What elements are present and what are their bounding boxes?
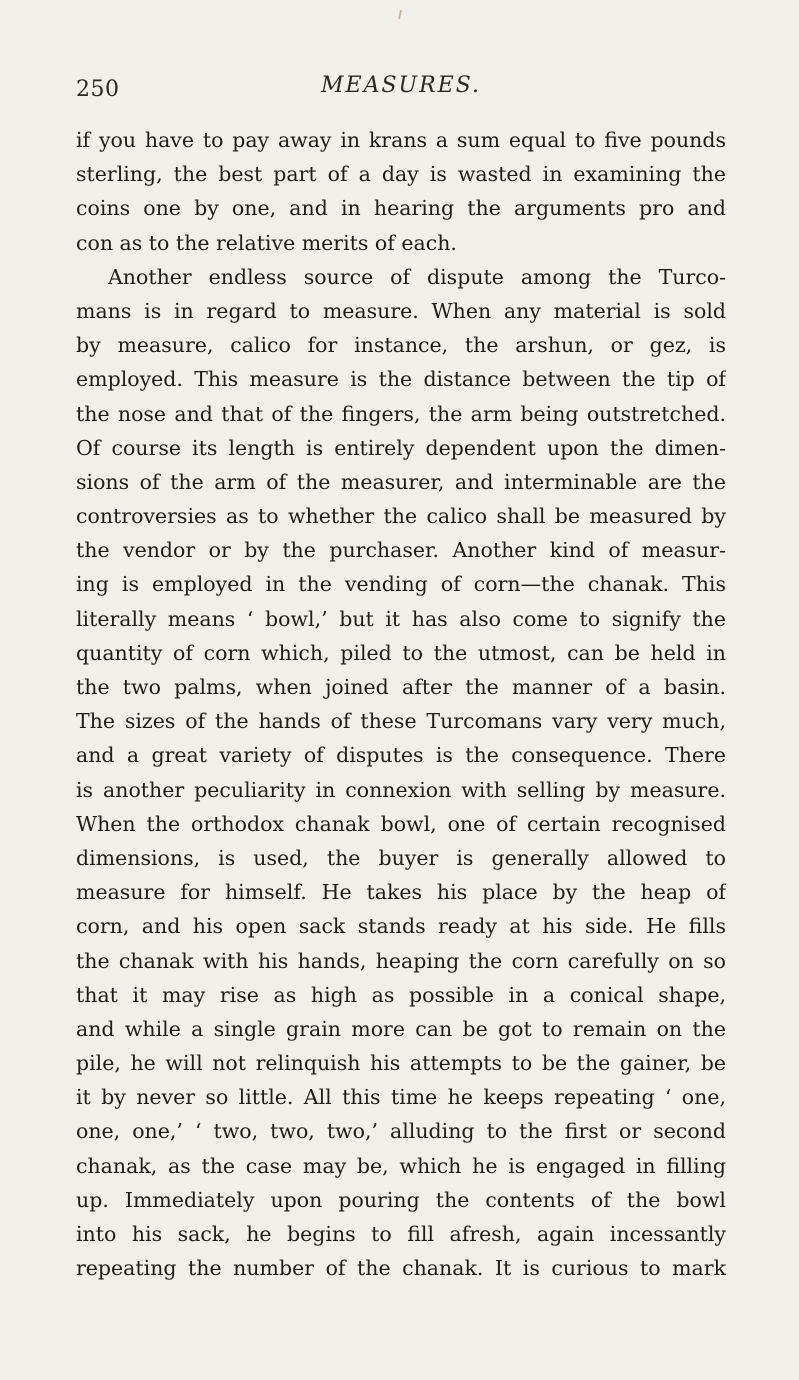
text-line: coins one by one, and in hearing the arguments pro and <box>76 196 726 221</box>
text-line: When the orthodox chanak bowl, one of certain recognised <box>76 811 726 836</box>
text-line: that it may rise as high as possible in a conical shape, <box>76 982 726 1007</box>
text-line: corn, and his open sack stands ready at his side. He fills <box>76 914 726 939</box>
text-line: into his sack, he begins to fill afresh, again incessantly <box>76 1222 726 1246</box>
text-line: Of course its length is entirely dependent upon the dimen- <box>76 435 726 460</box>
running-head: MEASURES. <box>321 73 481 98</box>
page-header <box>76 73 726 109</box>
text-line: it by never so little. All this time he keeps repeating ‘ one, <box>76 1085 726 1110</box>
text-line: the nose and that of the fingers, the arm being outstretched. <box>76 401 726 426</box>
text-line: and a great variety of disputes is the consequence. There <box>76 743 726 768</box>
text-line: pile, he will not relinquish his attempts to be the gainer, be <box>76 1051 726 1076</box>
text-line: literally means ‘ bowl,’ but it has also come to signify the <box>76 606 726 631</box>
text-line: sterling, the best part of a day is wasted in examining the <box>76 162 726 187</box>
text-line: employed. This measure is the distance between the tip of <box>76 367 726 392</box>
text-line: if you have to pay away in krans a sum equal to five pounds <box>76 128 726 152</box>
text-line: con as to the relative merits of each. <box>76 230 457 255</box>
text-line: sions of the arm of the measurer, and interminable are the <box>76 469 726 494</box>
text-line: dimensions, is used, the buyer is generally allowed to <box>76 845 726 870</box>
text-line: the chanak with his hands, heaping the corn carefully on so <box>76 948 726 973</box>
text-line: Another endless source of dispute among the Turco- <box>108 264 726 289</box>
ink-mark <box>398 10 402 19</box>
text-line: up. Immediately upon pouring the contents of the bowl <box>76 1187 726 1212</box>
text-line: ing is employed in the vending of corn—the chanak. This <box>76 572 726 597</box>
page-number: 250 <box>76 77 120 102</box>
text-line: quantity of corn which, piled to the utmost, can be held in <box>76 640 726 665</box>
text-line: chanak, as the case may be, which he is engaged in filling <box>76 1153 726 1178</box>
text-line: is another peculiarity in connexion with selling by measure. <box>76 777 726 802</box>
text-line: by measure, calico for instance, the arshun, or gez, is <box>76 333 726 358</box>
text-line: one, one,’ ‘ two, two, two,’ alluding to the first or second <box>76 1119 726 1144</box>
body-text <box>76 123 726 1285</box>
text-line: repeating the number of the chanak. It is curious to mark <box>76 1256 726 1281</box>
text-line: controversies as to whether the calico shall be measured by <box>76 504 726 529</box>
text-line: mans is in regard to measure. When any material is sold <box>76 298 726 323</box>
text-line: the two palms, when joined after the manner of a basin. <box>76 675 726 699</box>
text-line: measure for himself. He takes his place by the heap of <box>76 880 726 905</box>
text-line: the vendor or by the purchaser. Another kind of measur- <box>76 538 726 563</box>
text-line: and while a single grain more can be got to remain on the <box>76 1016 726 1041</box>
text-line: The sizes of the hands of these Turcomans vary very much, <box>76 709 726 734</box>
